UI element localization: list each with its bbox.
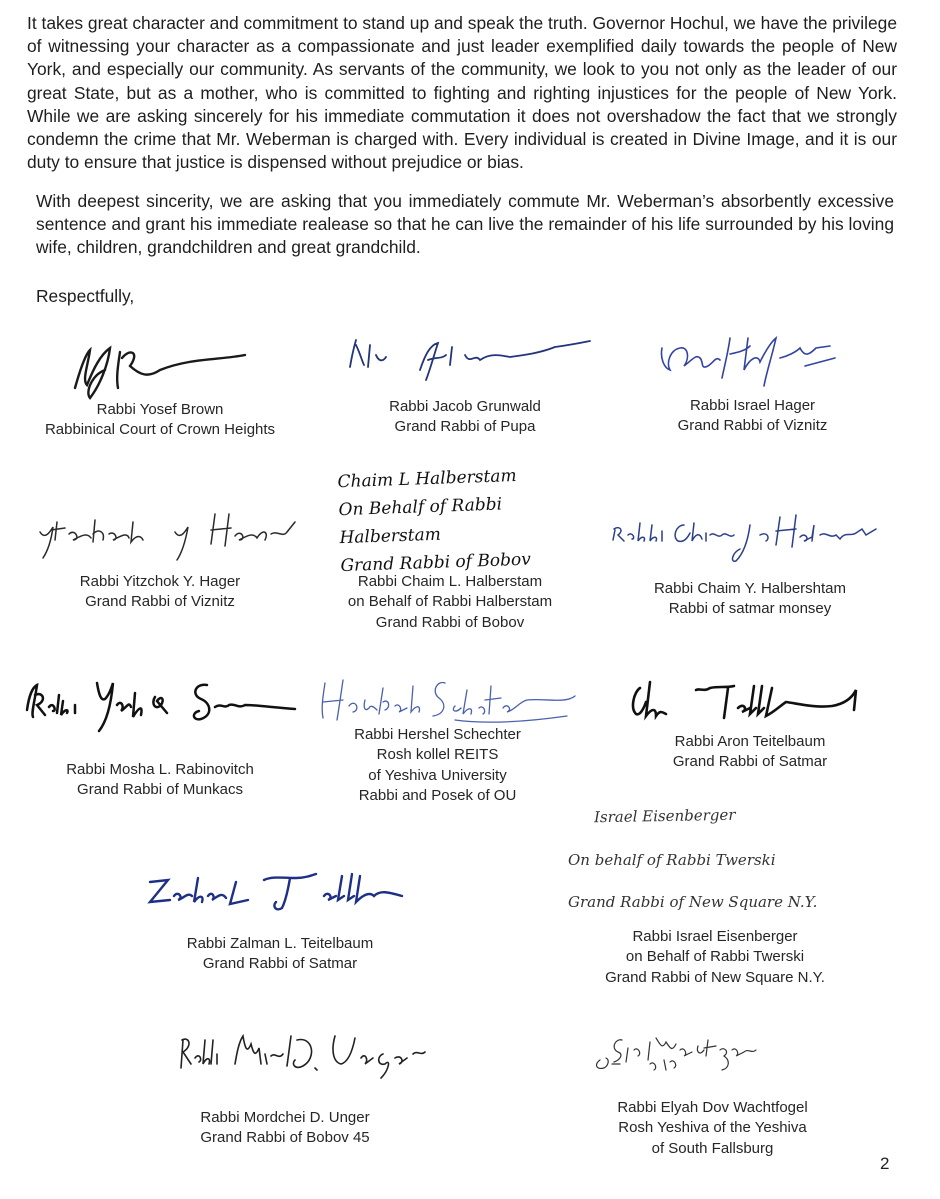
signatory-name: Rabbi Zalman L. Teitelbaum [186,935,374,952]
signatory-title: Rabbi of satmar monsey [668,600,832,618]
signature-image-israel-hager [630,318,875,393]
signature-block-zalman-teitelbaum [140,862,420,977]
signatory-title: Grand Rabbi of Bobov 45 [200,1129,370,1147]
signature-image-mordchei-unger [155,1018,415,1090]
signatory-name: Rabbi Jacob Grunwald [389,398,541,415]
signatory-title: Grand Rabbi of Bobov [375,613,525,631]
signature-block-elyah-wachtfogel [580,1020,845,1160]
signature-block-chaim-y-halbershtam [600,495,900,620]
signatory-name: Rabbi Israel Eisenberger [632,928,798,945]
signature-image-zalman-teitelbaum [140,862,420,927]
handwritten-note-halberstam: Chaim L Halberstam On Behalf of Rabbi Halberstam Grand Rabbi of Bobov [337,465,532,577]
signatory-name: Rabbi Mosha L. Rabinovitch [66,761,254,778]
signature-image-chaim-y-halbershtam [600,495,900,570]
signature-block-aron-teitelbaum [600,668,900,778]
signature-block-hershel-schechter [305,668,570,808]
signatory-name: Rabbi Yitzchok Y. Hager [79,573,241,590]
signatory-name: Rabbi Elyah Dov Wachtfogel [617,1099,808,1116]
closing-salutation: Respectfully, [36,286,135,306]
signatory-title: Rabbinical Court of Crown Heights [44,421,276,439]
signatory-title: on Behalf of Rabbi Twerski [625,948,805,966]
signatory-title: on Behalf of Rabbi Halberstam [347,593,553,611]
signatory-name: Rabbi Chaim Y. Halbershtam [653,580,847,597]
signature-block-yitzchok-hager [25,492,295,612]
signature-image-yosef-brown [30,330,290,400]
signatory-title: Grand Rabbi of Viznitz [85,593,235,611]
signatory-title: of Yeshiva University [368,766,507,784]
signatory-name: Rabbi Mordchei D. Unger [200,1109,370,1126]
signatory-name: Rabbi Chaim L. Halberstam [357,573,543,590]
signatory-name: Rabbi Hershel Schechter [354,726,521,743]
signature-image-hershel-schechter [305,668,570,728]
signatory-title: Grand Rabbi of Satmar [202,955,358,973]
signatory-title: Grand Rabbi of New Square N.Y. [605,968,825,986]
page-number: 2 [880,1154,890,1173]
signatory-title: Grand Rabbi of Munkacs [77,781,243,799]
signatory-name: Rabbi Israel Hager [689,397,816,414]
signature-block-mosha-rabinovitch [15,665,305,805]
signature-image-jacob-grunwald [330,325,600,395]
signature-image-aron-teitelbaum [600,668,900,733]
signature-block-chaim-l-halberstam [325,462,575,632]
signatory-title: Grand Rabbi of Satmar [672,753,828,771]
signature-block-israel-eisenberger: Israel Eisenberger On behalf of Rabbi Twerski Grand Rabbi of New Square N.Y. Rabbi Israel Eisenberger on Behalf of Rabbi Twerski Grand Rabbi of New Square N.Y. [560,805,870,990]
signature-block-jacob-grunwald [330,325,600,440]
signatory-name: Rabbi Yosef Brown [96,401,224,418]
body-paragraph-1: It takes great character and commitment to stand up and speak the truth. Governor Hochul, we have the privilege of witnessing your character as a compassionate and just leader exemplified daily towards the people of New York, and especially our community. As servants of the community, we look to you not only as the leader of our great State, but as a mother, who is committed to fighting and righting injustices for the people of New York. While we are asking sincerely for his immediate commutation it does not overshadow the fact that we strongly condemn the crime that Mr. Weberman is charged with. Every individual is created in Divine Image, and it is our duty to ensure that justice is dispensed without prejudice or bias. [27,13,897,173]
signature-block-mordchei-unger [155,1018,415,1153]
signatory-title: Rabbi and Posek of OU [358,786,517,804]
signatory-title: Rosh Yeshiva of the Yeshiva [618,1119,807,1137]
signature-image-yitzchok-hager [25,492,295,567]
signature-image-mosha-rabinovitch [15,665,305,745]
signatory-title: Grand Rabbi of Pupa [394,418,536,436]
signatory-name: Rabbi Aron Teitelbaum [674,733,826,750]
signatory-title: Grand Rabbi of Viznitz [677,417,828,435]
signatory-title: Rosh kollel REITS [376,746,499,764]
signatory-title: of South Fallsburg [651,1139,774,1157]
signature-image-elyah-wachtfogel [580,1020,845,1090]
body-paragraph-2: With deepest sincerity, we are asking that you immediately commute Mr. Weberman’s absorbently excessive sentence and grant his immediate realease so that he can live the remainder of his life surrounded by his loving wife, children, grandchildren and great grandchild. [36,191,894,258]
signature-block-israel-hager [630,318,875,436]
signature-block-yosef-brown [30,330,290,445]
